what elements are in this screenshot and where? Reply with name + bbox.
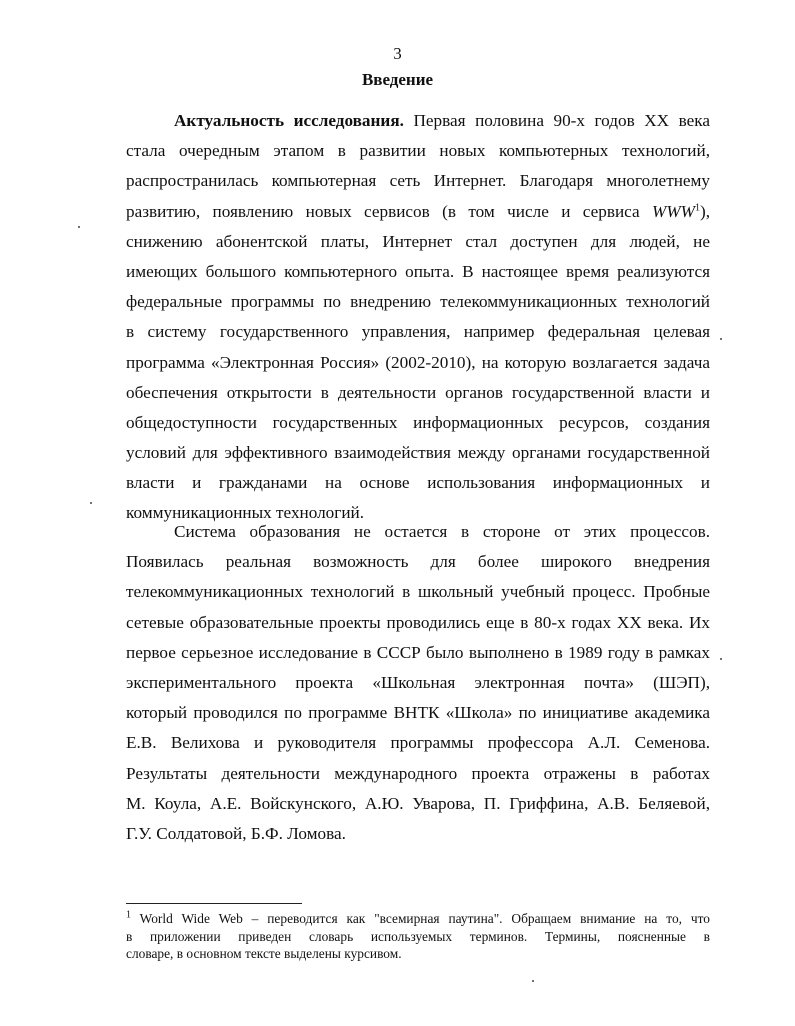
paragraph-relevance — [126, 106, 710, 529]
footnote-ref: 1 — [694, 201, 700, 213]
text-line: федеральные программы по внедрению телекоммуникационных технологий — [126, 292, 710, 312]
footnote — [126, 910, 710, 963]
page-number: 3 — [393, 44, 402, 63]
footnote-line: словаре, в основном тексте выделены курсивом. — [126, 946, 402, 961]
text-line: общедоступности государственных информационных ресурсов, создания — [126, 412, 710, 432]
text-line: Система образования не остается в стороне от этих процессов. — [174, 522, 710, 541]
footnote-line — [126, 910, 710, 928]
scan-speck — [720, 338, 722, 340]
text-line: снижению абонентской платы, Интернет стал доступен для людей, не — [126, 231, 710, 251]
text-line: Появилась реальная возможность для более широкого внедрения — [126, 552, 710, 572]
text-span: Первая половина 90-х годов XX века — [403, 111, 710, 130]
footnote-line: в приложении приведен словарь используемых терминов. Термины, поясненные в — [126, 928, 710, 944]
scan-speck — [90, 502, 92, 504]
text-line: обеспечения открытости в деятельности органов государственной власти и — [126, 382, 710, 402]
lead-phrase: Актуальность исследования. — [174, 111, 404, 130]
footnote-marker: 1 — [126, 910, 131, 921]
text-line: имеющих большого компьютерного опыта. В настоящее время реализуются — [126, 261, 710, 281]
text-line: телекоммуникационных технологий в школьный учебный процесс. Пробные — [126, 582, 710, 602]
footnote-divider — [126, 903, 302, 904]
text-line: распространилась компьютерная сеть Интернет. Благодаря многолетнему — [126, 171, 710, 191]
text-line: первое серьезное исследование в СССР было выполнено в 1989 году в рамках — [126, 642, 710, 662]
text-span: World Wide Web – переводится как "всемирная паутина". Обращаем внимание на то, что — [131, 911, 710, 926]
text-span: развитию, появлению новых сервисов (в том числе и сервиса — [126, 201, 653, 221]
text-line: сетевые образовательные проекты проводились еще в 80-х годах XX века. Их — [126, 612, 710, 632]
scan-speck — [720, 658, 722, 660]
text-line: стала очередным этапом в развитии новых компьютерных технологий, — [126, 141, 710, 161]
section-heading: Введение — [361, 70, 434, 89]
text-line: условий для эффективного взаимодействия между органами государственной — [126, 443, 710, 463]
text-line: Е.В. Велихова и руководителя программы профессора А.Л. Семенова. — [126, 733, 710, 753]
text-line — [126, 197, 710, 227]
text-line: Результаты деятельности международного проекта отражены в работах — [126, 763, 710, 783]
text-line: в систему государственного управления, например федеральная целевая — [126, 322, 710, 342]
text-line: который проводился по программе ВНТК «Школа» по инициативе академика — [126, 703, 710, 723]
text-line: программа «Электронная Россия» (2002-2010), на которую возлагается задача — [126, 352, 710, 372]
scan-speck — [532, 980, 534, 982]
text-line: экспериментального проекта «Школьная электронная почта» (ШЭП), — [126, 672, 710, 692]
scan-speck — [78, 226, 80, 228]
paragraph-education — [126, 517, 710, 849]
text-line: М. Коула, А.Е. Войскунского, А.Ю. Уварова, П. Гриффина, А.В. Беляевой, — [126, 793, 710, 813]
text-span: ), — [699, 201, 710, 221]
text-line: коммуникационных технологий. — [126, 503, 365, 523]
text-line: Г.У. Солдатовой, Б.Ф. Ломова. — [126, 823, 346, 843]
text-line: власти и гражданами на основе использования информационных и — [126, 473, 710, 493]
italic-term: WWW — [652, 201, 695, 221]
text-line — [126, 106, 710, 136]
